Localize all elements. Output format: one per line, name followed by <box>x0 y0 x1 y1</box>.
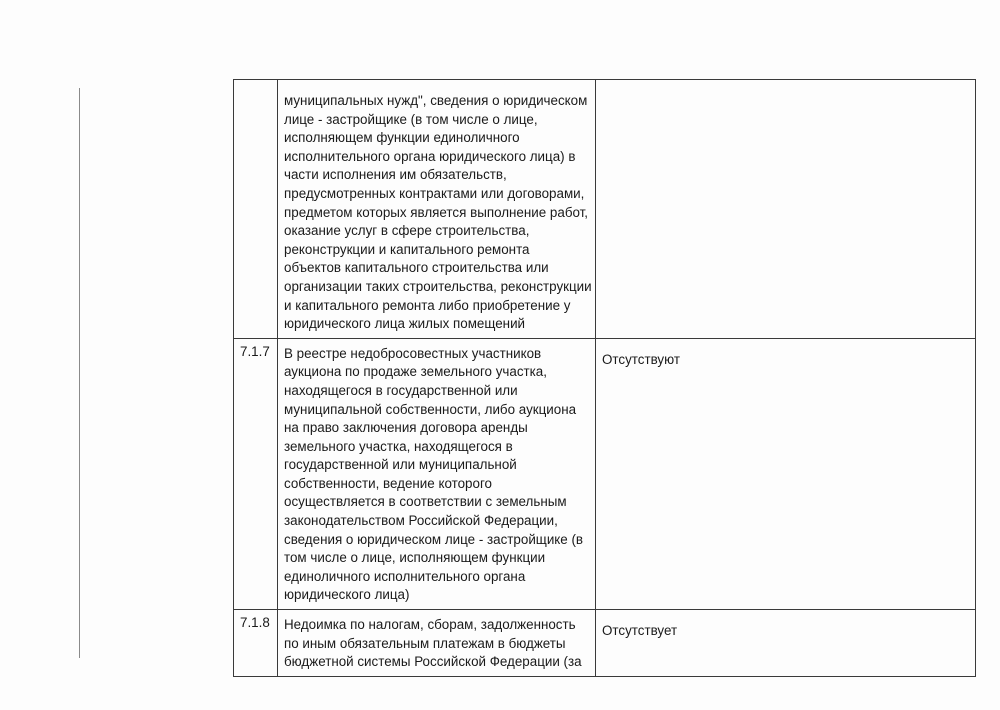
description-line: по иным обязательным платежам в бюджеты <box>284 635 566 651</box>
description-line: на право заключения договора аренды <box>284 420 528 436</box>
description-line: юридического лица жилых помещений <box>284 316 526 332</box>
disclosure-table <box>233 79 976 677</box>
description-line: государственной или муниципальной <box>284 457 517 473</box>
description-line: оказание услуг в сфере строительства, <box>284 223 530 239</box>
description-line: бюджетной системы Российской Федерации (за <box>284 654 582 670</box>
description-line: осуществляется в соответствии с земельным <box>284 494 567 510</box>
description-line: объектов капитального строительства или <box>284 260 549 276</box>
description-line: лице - застройщике (в том числе о лице, <box>284 111 538 127</box>
row-number: 7.1.8 <box>234 610 278 677</box>
description-line: части исполнения им обязательств, <box>284 167 507 183</box>
description-line: находящегося в государственной или <box>284 382 518 398</box>
description-line: муниципальной собственности, либо аукциона <box>284 401 577 417</box>
row-description <box>278 338 596 609</box>
description-line: предметом которых является выполнение работ, <box>284 204 589 220</box>
row-number <box>234 80 278 339</box>
description-line: В реестре недобросовестных участников <box>284 345 542 361</box>
description-line: законодательством Российской Федерации, <box>284 513 558 529</box>
description-line: единоличного исполнительного органа <box>284 568 526 584</box>
description-line: реконструкции и капитального ремонта <box>284 241 530 257</box>
row-description <box>278 610 596 677</box>
description-line: предусмотренных контрактами или договорами, <box>284 185 585 201</box>
description-line: Недоимка по налогам, сборам, задолженность <box>284 617 576 633</box>
table-row <box>234 610 976 677</box>
description-line: сведения о юридическом лице - застройщике (в <box>284 531 584 547</box>
table-row <box>234 80 976 339</box>
description-line: исполнительного органа юридического лица) в <box>284 148 576 164</box>
description-line: юридического лица) <box>284 587 410 603</box>
description-line: земельного участка, находящегося в <box>284 438 513 454</box>
row-number: 7.1.7 <box>234 338 278 609</box>
description-line: муниципальных нужд", сведения о юридическом <box>284 93 588 108</box>
description-line: том числе о лице, исполняющем функции <box>284 550 546 566</box>
row-value <box>596 80 976 339</box>
margin-line <box>79 88 80 658</box>
row-value: Отсутствуют <box>596 338 976 609</box>
description-line: исполняющем функции единоличного <box>284 130 520 146</box>
table-row <box>234 338 976 609</box>
row-value: Отсутствует <box>596 610 976 677</box>
description-line: собственности, ведение которого <box>284 475 492 491</box>
description-line: и капитального ремонта либо приобретение у <box>284 297 571 313</box>
row-description <box>278 80 596 339</box>
description-line: организации таких строительства, реконструкции <box>284 278 592 294</box>
description-line: аукциона по продаже земельного участка, <box>284 364 547 380</box>
